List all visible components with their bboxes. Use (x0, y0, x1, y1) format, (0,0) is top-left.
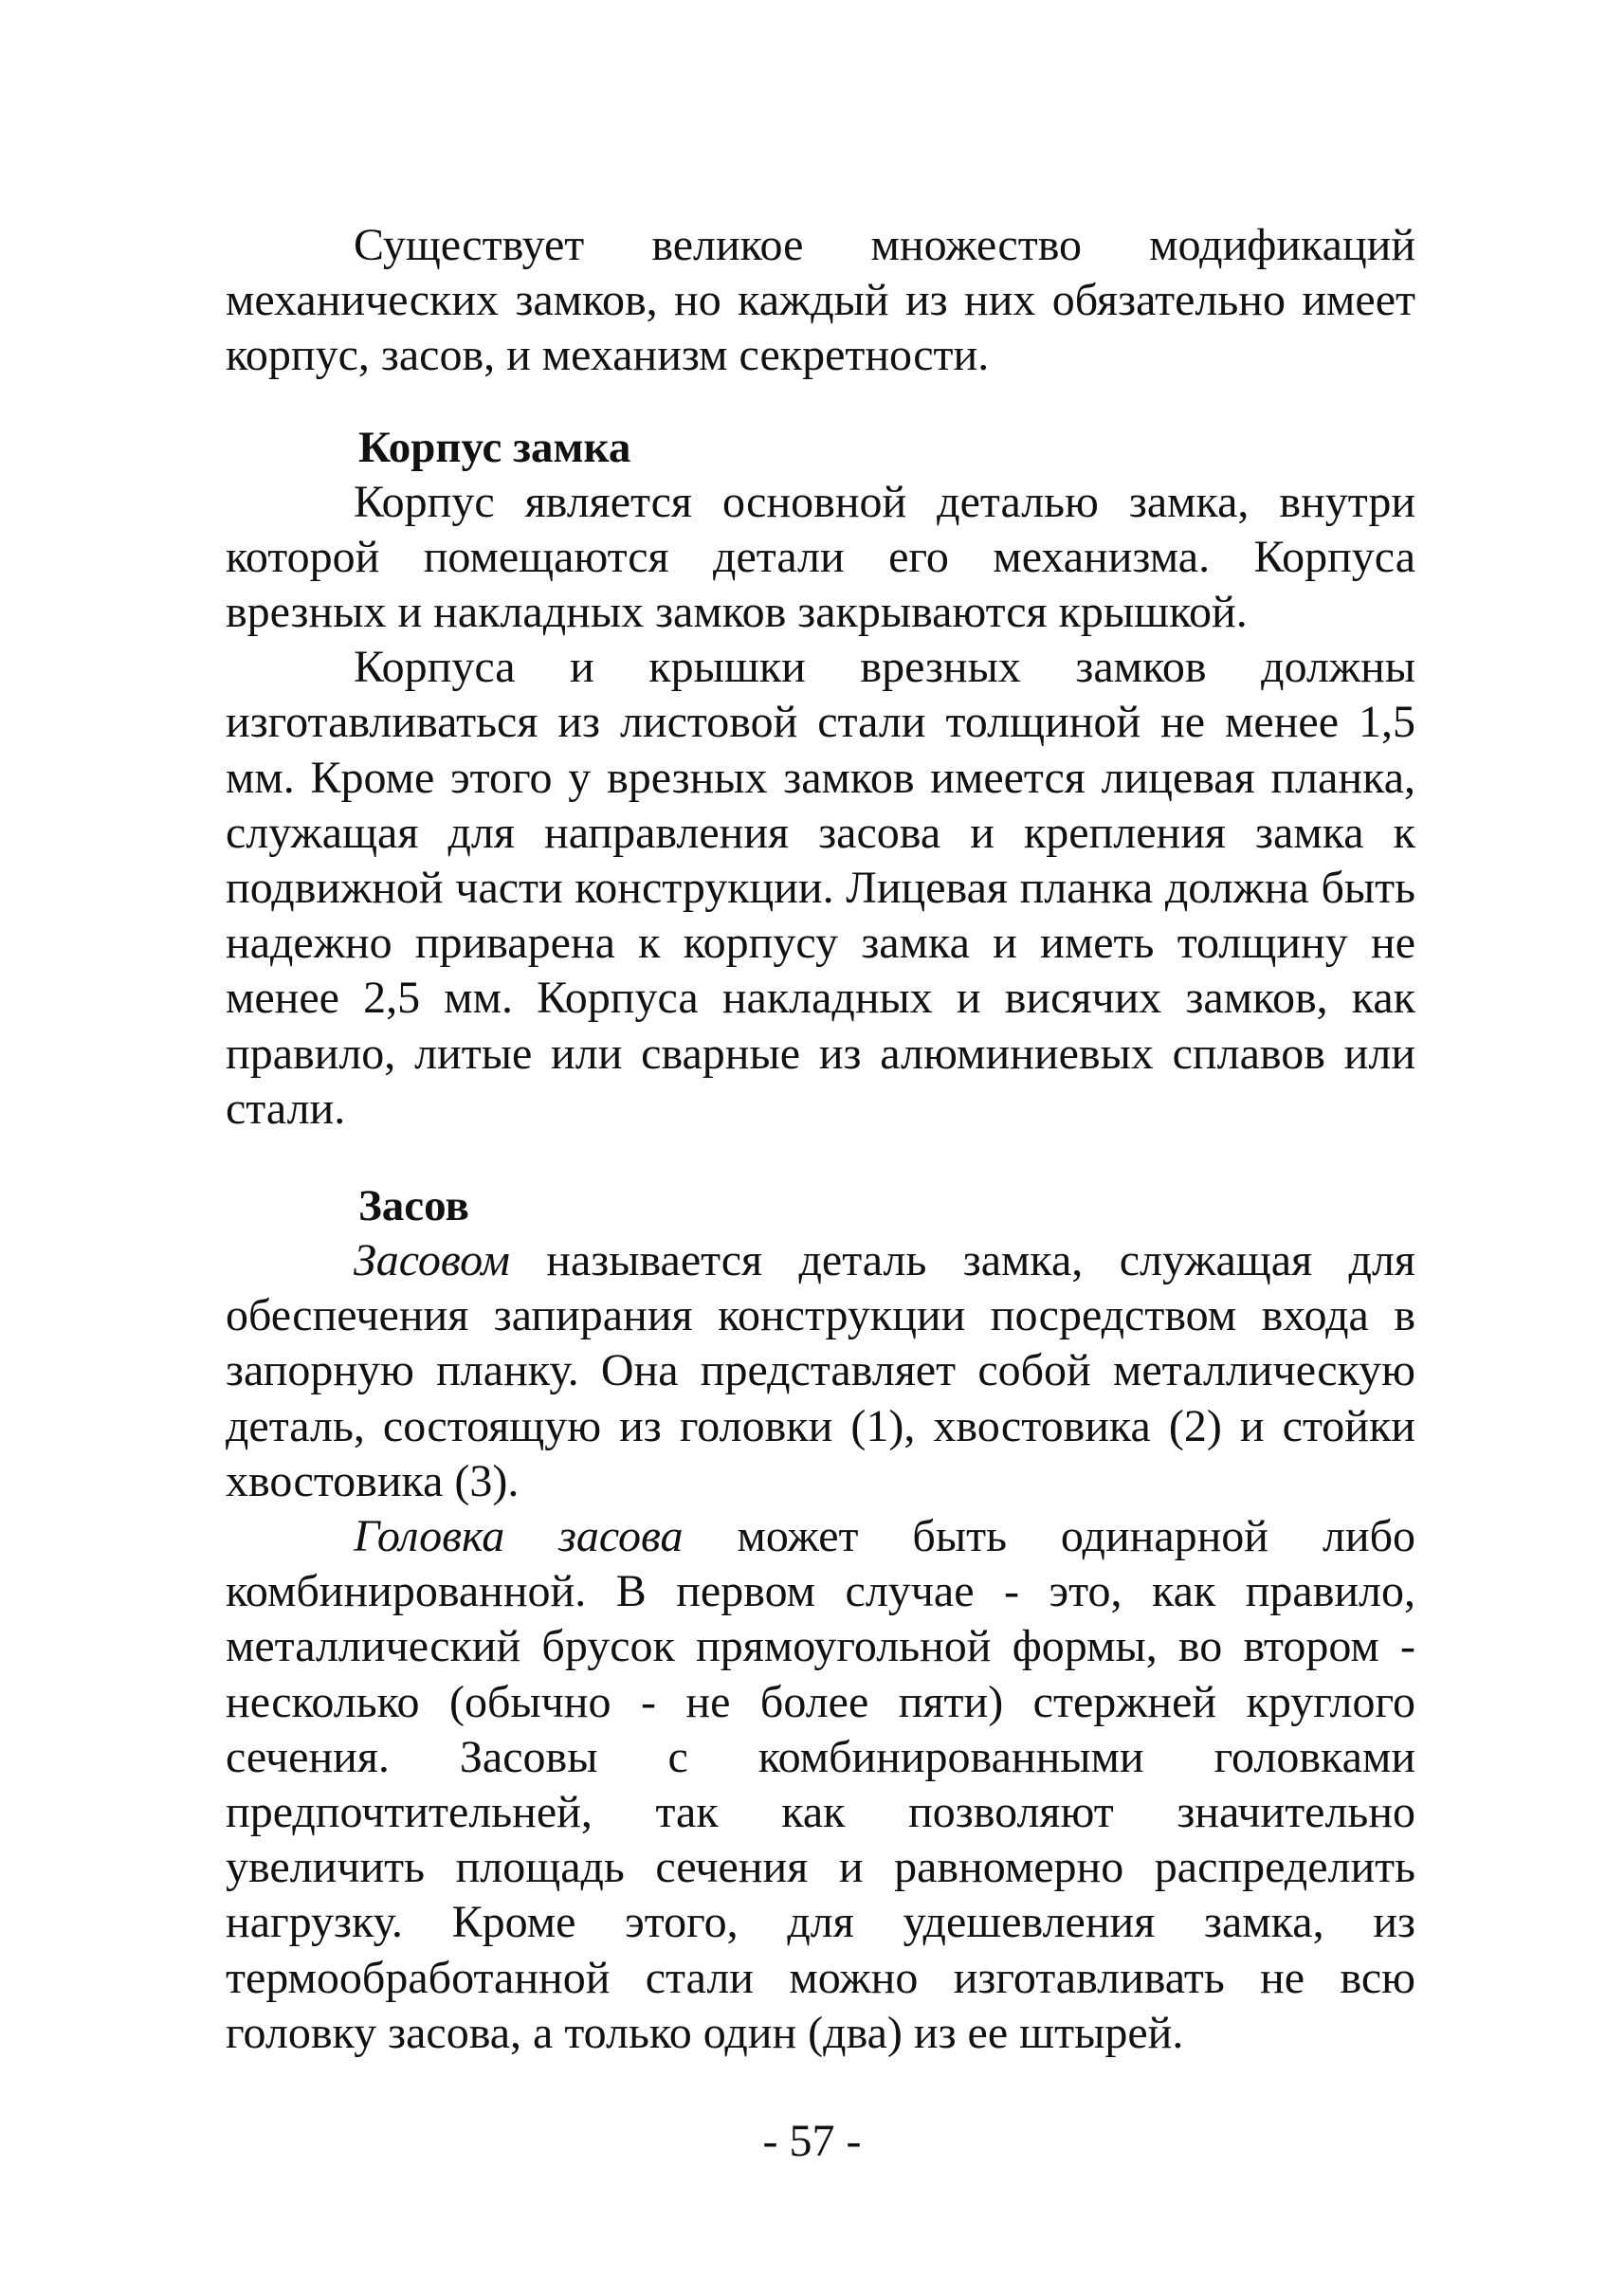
bolt-paragraph-2 (226, 1509, 1415, 2061)
bolt-paragraph-1 (226, 1233, 1415, 1509)
section-heading-bolt: Засов (358, 1181, 469, 1231)
page-number: - 57 - (762, 2116, 862, 2166)
bolt-paragraph-2-text: может быть одинарной либо комбинированной. В первом случае - это, как правило, металлический брусок прямоугольной формы, во втором - несколько (обычно - не более пяти) стержней круглого сечения. Засовы с комбинированными головками предпочтительней, так как позволяют значительно увеличить площадь сечения и равномерно распределить нагрузку. Кроме этого, для удешевления замка, из термообработанной стали можно изготавливать не всю головку засова, а только один (два) из ее штырей. (226, 1511, 1416, 2058)
lock-body-paragraph-2: Корпуса и крышки врезных замков должны изготавливаться из листовой стали толщиной не менее 1,5 мм. Кроме этого у врезных замков имеется лицевая планка, служащая для направления засова и крепления замка к подвижной части конструкции. Лицевая планка должна быть надежно приварена к корпусу замка и иметь толщину не менее 2,5 мм. Корпуса накладных и висячих замков, как правило, литые или сварные из алюминиевых сплавов или стали. (226, 642, 1415, 1134)
section-heading-lock-body: Корпус замка (358, 422, 631, 472)
bolt-paragraph-1-text: называется деталь замка, служащая для обеспечения запирания конструкции посредством входа в запорную планку. Она представляет собой металлическую деталь, состоящую из головки (1), хвостовика (2) и стойки хвостовика (3). (226, 1235, 1415, 1506)
lock-body-paragraph-1: Корпус является основной деталью замка, внутри которой помещаются детали его механизма. Корпуса врезных и накладных замков закрываются крышкой. (226, 476, 1415, 638)
page-content (226, 218, 1415, 2061)
bolt-term: Засовом (354, 1235, 510, 1286)
bolt-head-term: Головка засова (354, 1511, 684, 1562)
intro-paragraph: Существует великое множество модификаций механических замков, но каждый из них обязательно имеет корпус, засов, и механизм секретности. (226, 220, 1415, 381)
